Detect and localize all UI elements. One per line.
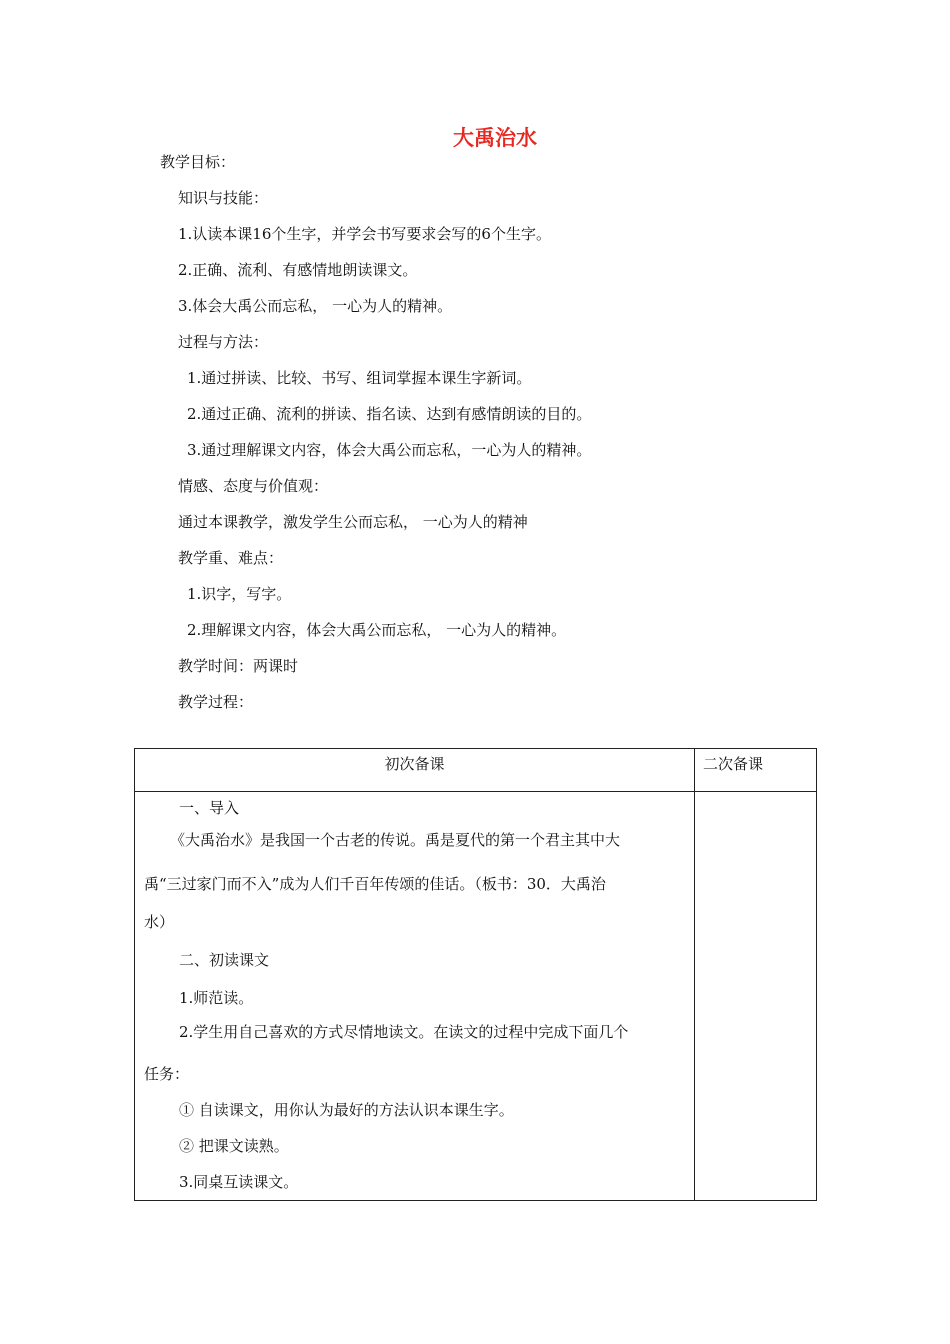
header-first-draft: 初次备课 — [135, 749, 695, 792]
table-line: 水） — [144, 913, 175, 931]
second-draft-cell — [695, 792, 817, 1201]
key-item: 2.理解课文内容，体会大禹公而忘私， 一心为人的精神。 — [187, 621, 567, 639]
knowledge-item: 2.正确、流利、有感情地朗读课文。 — [178, 261, 418, 279]
knowledge-item: 1.认读本课16个生字，并学会书写要求会写的6个生字。 — [178, 225, 551, 243]
lesson-plan-table — [134, 748, 817, 1201]
emotion-text: 通过本课教学，激发学生公而忘私， 一心为人的精神 — [178, 513, 528, 531]
table-line: 禹“三过家门而不入”成为人们千百年传颂的佳话。（板书：30．大禹治 — [144, 875, 606, 893]
table-line: 任务： — [144, 1065, 190, 1083]
table-line: 2.学生用自己喜欢的方式尽情地读文。在读文的过程中完成下面几个 — [179, 1023, 629, 1041]
knowledge-item: 3.体会大禹公而忘私， 一心为人的精神。 — [178, 297, 453, 315]
table-line: ② 把课文读熟。 — [179, 1137, 289, 1155]
process-heading: 过程与方法： — [178, 333, 269, 351]
teaching-time: 教学时间：两课时 — [178, 657, 299, 675]
table-line: 一、导入 — [179, 799, 240, 817]
emotion-heading: 情感、态度与价值观： — [178, 477, 329, 495]
first-draft-cell — [135, 792, 695, 1201]
table-line: 1.师范读。 — [179, 989, 254, 1007]
goals-heading: 教学目标： — [160, 153, 236, 171]
table-line: 二、初读课文 — [179, 951, 270, 969]
process-item: 2.通过正确、流利的拼读、指名读、达到有感情朗读的目的。 — [187, 405, 592, 423]
key-item: 1.识字，写字。 — [187, 585, 292, 603]
table-line: ① 自读课文，用你认为最好的方法认识本课生字。 — [179, 1101, 514, 1119]
document-title: 大禹治水 — [453, 126, 537, 150]
table-line: 《大禹治水》是我国一个古老的传说。禹是夏代的第一个君主其中大 — [170, 831, 621, 849]
knowledge-heading: 知识与技能： — [178, 189, 269, 207]
process-item: 3.通过理解课文内容，体会大禹公而忘私，一心为人的精神。 — [187, 441, 592, 459]
header-second-draft: 二次备课 — [695, 749, 817, 792]
table-line: 3.同桌互读课文。 — [179, 1173, 299, 1191]
process-label: 教学过程： — [178, 693, 254, 711]
process-item: 1.通过拼读、比较、书写、组词掌握本课生字新词。 — [187, 369, 532, 387]
table-header-row — [135, 749, 817, 792]
key-heading: 教学重、难点： — [178, 549, 284, 567]
table-body-row — [135, 792, 817, 1201]
